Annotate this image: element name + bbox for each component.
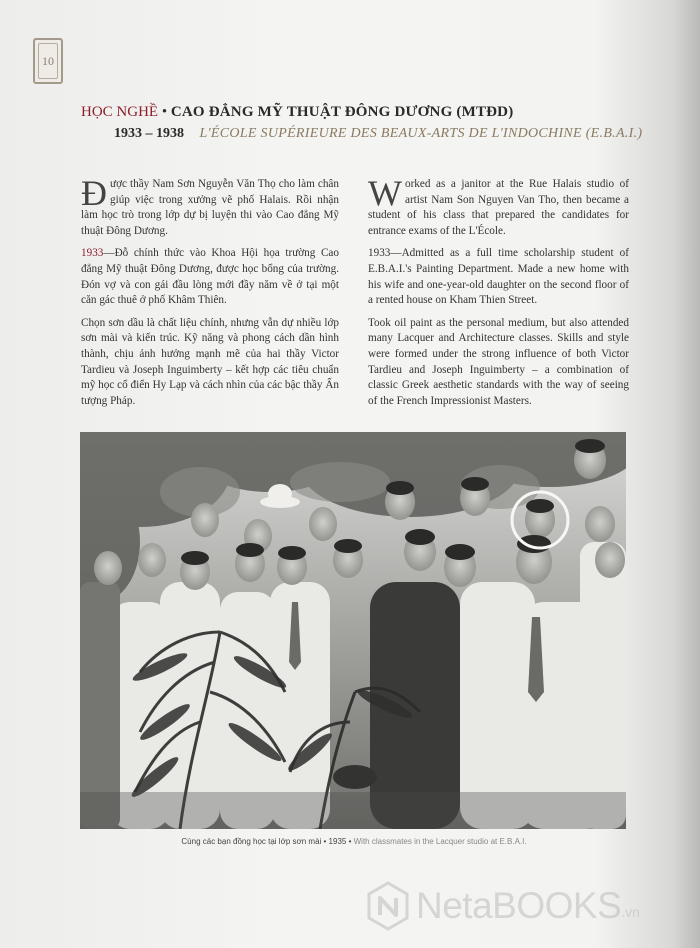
caption-vietnamese: Cùng các bạn đồng học tại lớp sơn mài • 1935 • bbox=[181, 837, 352, 846]
subheading-years: 1933 – 1938 bbox=[114, 126, 184, 141]
watermark-text: NetaBOOKS bbox=[416, 885, 622, 926]
photo-caption bbox=[81, 837, 627, 846]
section-heading bbox=[81, 104, 513, 121]
vi-p2-text: —Đỗ chính thức vào Khoa Hội họa trường Cao đẳng Mỹ thuật Đông Dương, được học bổng của trường. Đón vợ và con gái đầu lòng mới đầy năm về ở tại một căn gác thuê ở phố Khâm Thiên. bbox=[81, 247, 339, 307]
heading-part2: CAO ĐẲNG MỸ THUẬT ĐÔNG DƯƠNG (MTĐD) bbox=[170, 104, 514, 120]
vi-paragraph-3: Chọn sơn dầu là chất liệu chính, nhưng vẫn dự nhiều lớp sơn mài và kiến trúc. Kỹ năng và phong cách dần hình thành, chịu ảnh hưởng mạnh mẽ của hai thầy Victor Tardieu và Joseph Inguimberty – kết hợp các tiêu chuẩn mỹ học cổ điển Hy Lạp và cách nhìn của các bậc thầy Ấn tượng Pháp. bbox=[81, 316, 339, 407]
netabooks-watermark bbox=[366, 881, 640, 931]
heading-part1: HỌC NGHỀ bbox=[81, 104, 159, 120]
vi-p1-text: ược thầy Nam Sơn Nguyễn Văn Thọ cho làm chân giúp việc trong xưởng vẽ phố Halais. Rồi nhận làm học trò trong lớp dự bị luyện thi vào Cao đẳng Mỹ thuật Đông Dương. bbox=[81, 178, 339, 237]
watermark-suffix: .vn bbox=[621, 904, 640, 920]
vi-paragraph-1 bbox=[81, 173, 339, 239]
section-subheading bbox=[114, 126, 642, 142]
en-paragraph-1 bbox=[368, 173, 629, 239]
vi-dropcap: Đ bbox=[81, 173, 107, 213]
en-paragraph-3: Took oil paint as the personal medium, but also attended many Lacquer and Architecture classes. Skills and style were formed under the strong influence of both Victor Tardieu and Joseph Inguimberty – a combination of classic Greek aesthetic standards with the way of seeing of the French Impressionist Masters. bbox=[368, 316, 629, 407]
heading-bullet: • bbox=[161, 104, 168, 120]
en-paragraph-2: 1933—Admitted as a full time scholarship student of E.B.A.I.'s Painting Department. Made a new home with his wife and one-year-old daughter on the second floor of a rented house on Kham Thien Street. bbox=[368, 247, 629, 307]
page-number-badge bbox=[33, 38, 63, 84]
vi-paragraph-2 bbox=[81, 246, 339, 308]
page-number: 10 bbox=[42, 53, 54, 68]
subheading-french: L'ÉCOLE SUPÉRIEURE DES BEAUX-ARTS DE L'INDOCHINE (E.B.A.I.) bbox=[199, 126, 643, 141]
netabooks-logo-icon bbox=[366, 881, 410, 931]
caption-english: With classmates in the Lacquer studio at E.B.A.I. bbox=[353, 837, 527, 846]
en-dropcap: W bbox=[368, 173, 402, 213]
en-p1-text: orked as a janitor at the Rue Halais studio of artist Nam Son Nguyen Van Tho, then became a student of his class that prepared the candidates for entrance exams of the L'École. bbox=[368, 178, 629, 237]
vi-p2-year: 1933 bbox=[81, 247, 104, 260]
group-photo bbox=[80, 432, 626, 829]
english-column bbox=[368, 173, 629, 416]
vietnamese-column bbox=[81, 173, 339, 416]
